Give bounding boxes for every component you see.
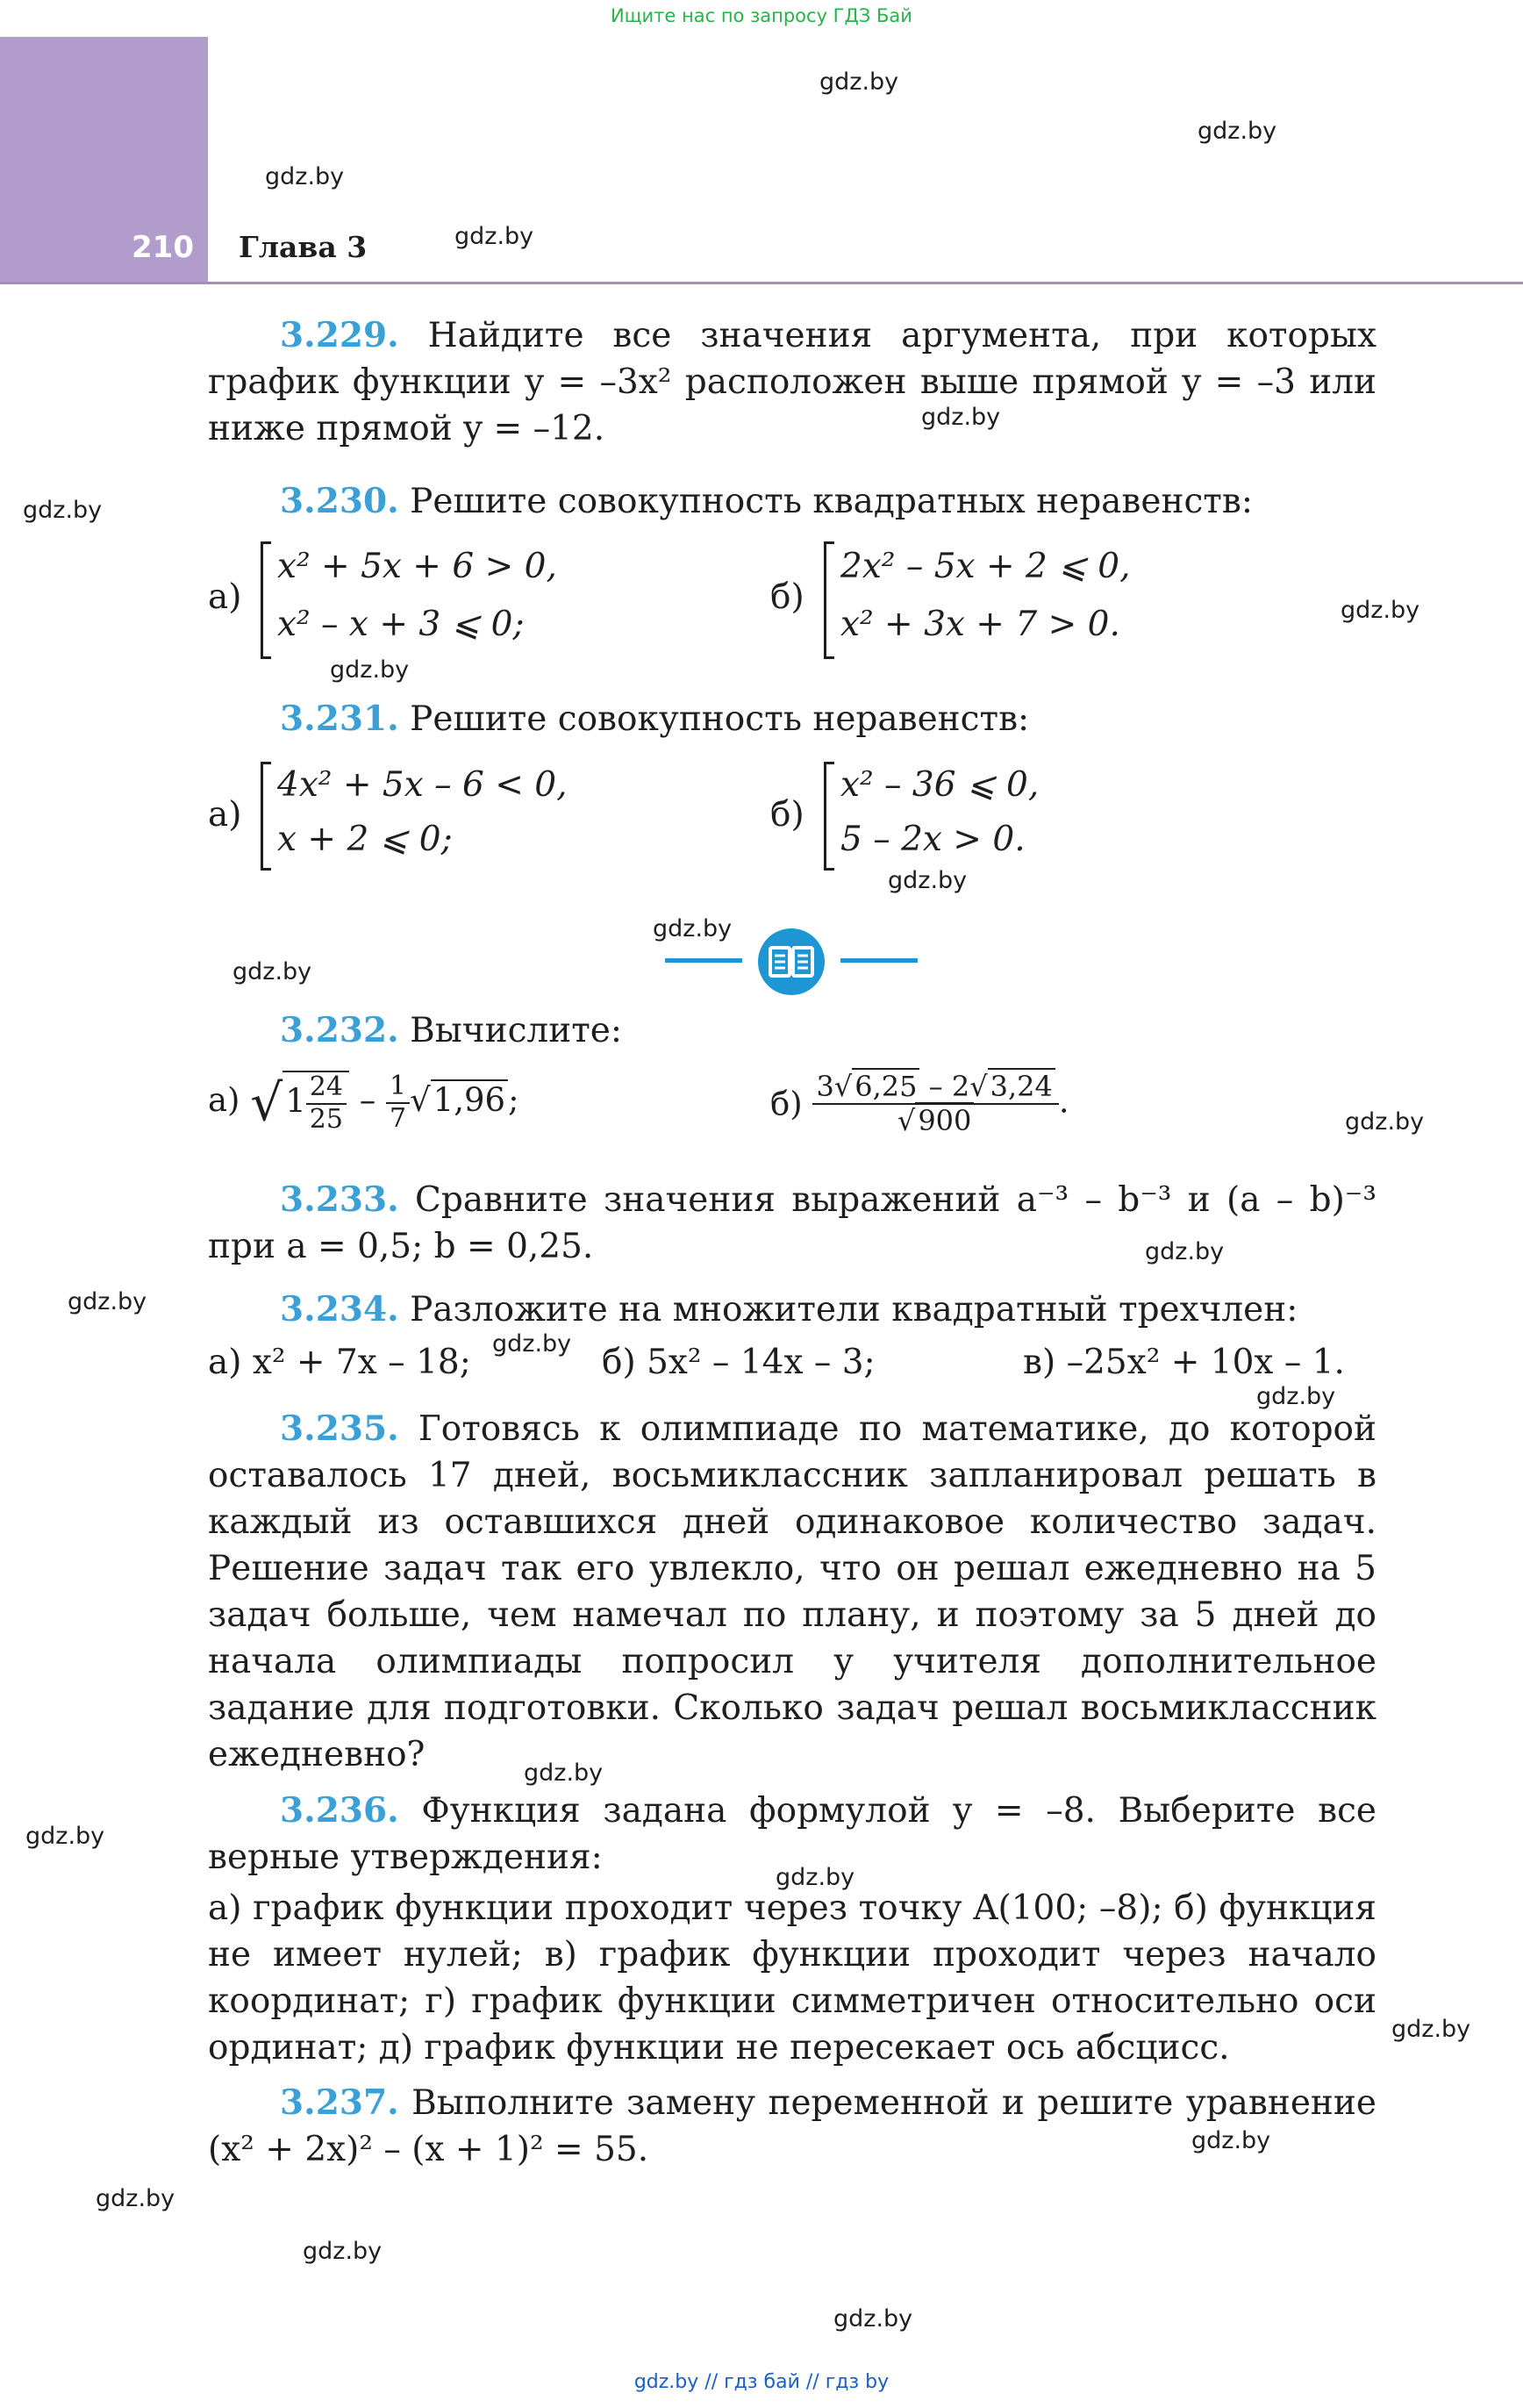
expression-b	[770, 1071, 1069, 1137]
problem-3-235	[208, 1406, 1376, 1778]
page-number: 210	[132, 230, 194, 265]
problem-number: 3.232.	[280, 1010, 399, 1050]
inequality: x² + 5x + 6 > 0,	[277, 547, 557, 586]
frac-denominator: 25	[309, 1103, 343, 1135]
radicand: 1,96	[431, 1079, 508, 1119]
watermark: gdz.by	[921, 404, 1001, 431]
punctuation: ;	[508, 1081, 519, 1119]
problem-number: 3.237.	[280, 2082, 399, 2123]
watermark: gdz.by	[1256, 1383, 1336, 1410]
watermark: gdz.by	[1345, 1108, 1425, 1136]
coef: – 2	[919, 1070, 970, 1103]
problem-3-231	[208, 696, 1376, 742]
problem-3-236	[208, 1788, 1376, 1881]
divider-line	[665, 958, 742, 963]
inequality: x² – 36 ⩽ 0,	[840, 765, 1040, 805]
inequality-system	[824, 762, 1142, 871]
problem-number: 3.235.	[280, 1408, 399, 1449]
operator: –	[359, 1081, 376, 1119]
watermark: gdz.by	[68, 1288, 147, 1315]
problem-text: Решите совокупность неравенств:	[410, 699, 1030, 739]
problem-text: Выполните замену переменной и решите уравнение (x² + 2x)² – (x + 1)² = 55.	[208, 2083, 1376, 2169]
problem-text: Готовясь к олимпиаде по математике, до которой оставалось 17 дней, восьмиклассник запланировал решать в каждый из оставшихся дней одинаковое количество задач. Решение задач так его увлекло, что он решал ежедневно на 5 задач больше, чем намечал по плану, и поэтому за 5 дней до начала олимпиады попросил у учителя дополнительное задание для подготовки. Сколько задач решал восьмиклассник ежедневно?	[208, 1409, 1377, 1774]
radicand: 900	[915, 1102, 974, 1137]
problem-text: Решите совокупность квадратных неравенств:	[410, 482, 1253, 521]
option-label: б)	[770, 795, 804, 835]
radicand: 6,25	[852, 1068, 919, 1103]
open-book-icon	[758, 928, 825, 995]
watermark: gdz.by	[1341, 597, 1420, 624]
problem-3-234	[208, 1286, 1376, 1333]
problem-3-233	[208, 1177, 1376, 1270]
watermark: gdz.by	[776, 1864, 855, 1891]
frac-denominator: √900	[812, 1105, 1058, 1137]
problem-text: Сравните значения выражений a⁻³ – b⁻³ и (a – b)⁻³ при a = 0,5; b = 0,25.	[208, 1180, 1376, 1266]
watermark: gdz.by	[492, 1330, 572, 1358]
watermark: gdz.by	[1198, 118, 1277, 145]
problem-3-230	[208, 478, 1376, 525]
footer-links[interactable]: gdz.by // гдз бай // гдз by	[633, 2371, 890, 2393]
option-label: б)	[770, 1085, 803, 1123]
option-label: б)	[770, 577, 804, 617]
inequality: x + 2 ⩽ 0;	[277, 820, 453, 859]
problem-text: Найдите все значения аргумента, при которых график функции y = –3x² расположен выше прямой y = –3 или ниже прямой y = –12.	[208, 316, 1376, 448]
radicand: 3,24	[988, 1068, 1055, 1103]
problem-3-232	[208, 1007, 1376, 1054]
watermark: gdz.by	[819, 68, 899, 96]
watermark: gdz.by	[232, 958, 312, 985]
option-label: а)	[208, 577, 242, 617]
watermark: gdz.by	[1391, 2016, 1471, 2043]
problem-number: 3.231.	[280, 699, 399, 739]
inequality: 5 – 2x > 0.	[840, 820, 1026, 859]
inequality: x² + 3x + 7 > 0.	[840, 605, 1120, 644]
option-c: в) –25x² + 10x – 1.	[1023, 1343, 1345, 1382]
problem-3-229	[208, 312, 1376, 452]
frac-numerator: 1	[386, 1071, 410, 1104]
inequality-system	[261, 541, 579, 659]
option-b: б) 5x² – 14x – 3;	[602, 1343, 876, 1382]
divider-line	[840, 958, 918, 963]
inequality: 2x² – 5x + 2 ⩽ 0,	[840, 547, 1131, 586]
punctuation: .	[1058, 1082, 1069, 1121]
watermark: gdz.by	[524, 1759, 604, 1787]
watermark: gdz.by	[653, 915, 733, 942]
mixed-whole: 1	[285, 1082, 306, 1120]
problem-number: 3.234.	[280, 1289, 399, 1329]
watermark: gdz.by	[265, 163, 345, 190]
watermark: gdz.by	[833, 2305, 913, 2333]
problem-number: 3.236.	[280, 1790, 399, 1831]
problem-number: 3.229.	[280, 315, 399, 355]
radical-sign-icon: √	[250, 1072, 283, 1133]
inequality-system	[261, 762, 579, 871]
frac-numerator: 3√6,25 – 2√3,24	[812, 1071, 1058, 1105]
watermark: gdz.by	[330, 656, 410, 684]
radical-sign-icon: √	[410, 1081, 431, 1119]
watermark: gdz.by	[96, 2185, 175, 2212]
option-a: а) x² + 7x – 18;	[208, 1343, 471, 1382]
watermark: gdz.by	[303, 2238, 383, 2265]
inequality: x² – x + 3 ⩽ 0;	[277, 605, 525, 644]
problem-3-237	[208, 2080, 1376, 2173]
frac-numerator: 24	[306, 1072, 347, 1105]
chapter-title: Глава 3	[239, 230, 368, 264]
top-banner[interactable]: Ищите нас по запросу ГДЗ Бай	[611, 5, 912, 26]
expression-a	[208, 1071, 519, 1135]
watermark: gdz.by	[25, 1823, 105, 1850]
header-rule	[0, 282, 1523, 284]
frac-denominator: 7	[390, 1102, 407, 1134]
inequality: 4x² + 5x – 6 < 0,	[277, 765, 568, 805]
option-label: а)	[208, 795, 242, 835]
problem-text: Разложите на множители квадратный трехчлен:	[410, 1290, 1298, 1329]
problem-number: 3.233.	[280, 1179, 399, 1220]
watermark: gdz.by	[888, 867, 968, 894]
problem-text: Функция задана формулой y = –8. Выберите все верные утверждения:	[208, 1791, 1376, 1877]
watermark: gdz.by	[1145, 1238, 1225, 1265]
coef: 3	[816, 1070, 834, 1103]
option-label: а)	[208, 1081, 240, 1119]
watermark: gdz.by	[23, 497, 103, 524]
watermark: gdz.by	[454, 223, 534, 250]
problem-3-236-options: а) график функции проходит через точку A(100; –8); б) функция не имеет нулей; в) график функции проходит через начало координат; г) график функции симметричен относительно оси ординат; д) график функции не пересекает ось абсцисс.	[208, 1888, 1376, 2068]
problem-number: 3.230.	[280, 481, 399, 521]
watermark: gdz.by	[1191, 2127, 1271, 2154]
inequality-system	[824, 541, 1177, 659]
problem-text: Вычислите:	[410, 1011, 622, 1050]
